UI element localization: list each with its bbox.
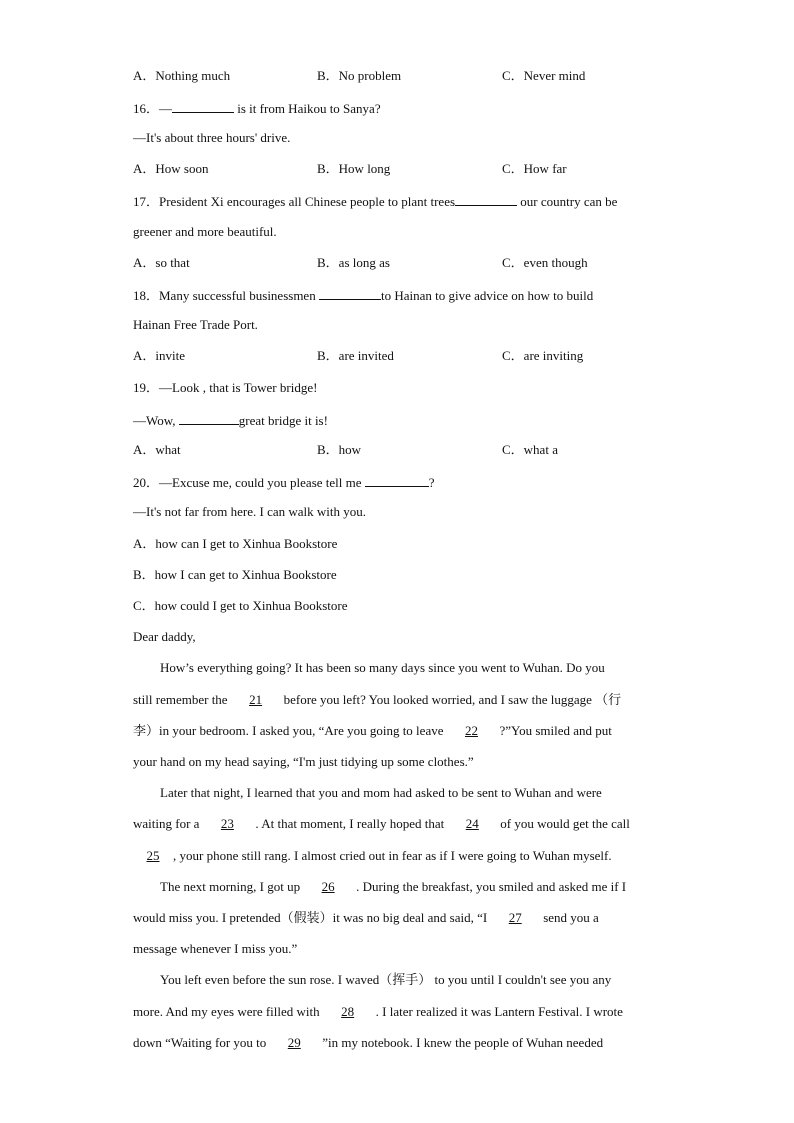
blank-26[interactable]: 26 <box>321 879 335 894</box>
q16-option-a[interactable]: A．How soon <box>133 161 209 176</box>
q18-stem-line2: Hainan Free Trade Port. <box>133 317 258 332</box>
blank-27[interactable]: 27 <box>508 910 522 925</box>
q18-blank[interactable] <box>319 286 381 300</box>
letter-text: still remember the <box>133 692 228 707</box>
q19-blank[interactable] <box>179 411 239 425</box>
blank-29[interactable]: 29 <box>287 1035 301 1050</box>
letter-text: send you a <box>543 910 599 925</box>
letter-p2-line3 <box>133 848 612 864</box>
letter-text: The next morning, I got up <box>160 879 301 894</box>
q18-stem <box>133 286 593 304</box>
letter-p4-line1: You left even before the sun rose. I waved（挥手） to you until I couldn't see you any <box>160 972 612 987</box>
q20-option-c[interactable]: C．how could I get to Xinhua Bookstore <box>133 598 348 613</box>
letter-text: waiting for a <box>133 816 200 831</box>
q17-stem-end: our country can be <box>517 194 618 209</box>
letter-text: . At that moment, I really hoped that <box>255 816 445 831</box>
q19-reply-end: great bridge it is! <box>238 413 328 428</box>
q19-option-b[interactable]: B．how <box>317 442 362 457</box>
letter-text: would miss you. I pretended（假装）it was no big deal and said, “I <box>133 910 488 925</box>
letter-p3-line2 <box>133 910 599 926</box>
q20-option-a[interactable]: A．how can I get to Xinhua Bookstore <box>133 536 338 551</box>
blank-23[interactable]: 23 <box>220 816 234 831</box>
q20-option-b[interactable]: B．how I can get to Xinhua Bookstore <box>133 567 337 582</box>
letter-text: ?”You smiled and put <box>499 723 612 738</box>
letter-p1-line1: How’s everything going? It has been so many days since you went to Wuhan. Do you <box>160 660 605 675</box>
q15-option-b[interactable]: B．No problem <box>317 68 402 83</box>
q16-blank[interactable] <box>172 99 234 113</box>
letter-text: 李）in your bedroom. I asked you, “Are you going to leave <box>133 723 444 738</box>
letter-text: . I later realized it was Lantern Festival. I wrote <box>375 1004 623 1019</box>
q20-reply: —It's not far from here. I can walk with you. <box>133 504 367 519</box>
q18-stem-end: to Hainan to give advice on how to build <box>380 288 594 303</box>
q20-stem <box>133 473 435 491</box>
blank-28[interactable]: 28 <box>341 1004 355 1019</box>
q16-stem-end: is it from Haikou to Sanya? <box>234 101 381 116</box>
letter-p1-line3 <box>133 723 612 739</box>
letter-p2-line1: Later that night, I learned that you and mom had asked to be sent to Wuhan and were <box>160 785 602 800</box>
q17-stem <box>133 192 617 210</box>
letter-p3-line3: message whenever I miss you.” <box>133 941 298 956</box>
letter-salutation: Dear daddy, <box>133 629 196 644</box>
q19-stem: 19．—Look , that is Tower bridge! <box>133 380 318 395</box>
q17-stem-start: 17．President Xi encourages all Chinese people to plant trees <box>133 194 456 209</box>
q19-reply-start: —Wow, <box>133 413 179 428</box>
letter-text: more. And my eyes were filled with <box>133 1004 320 1019</box>
q20-stem-start: 20．—Excuse me, could you please tell me <box>133 475 365 490</box>
letter-text: down “Waiting for you to <box>133 1035 267 1050</box>
q16-stem-start: 16．— <box>133 101 173 116</box>
q19-option-c[interactable]: C．what a <box>502 442 558 457</box>
q17-blank[interactable] <box>455 192 517 206</box>
blank-25[interactable]: 25 <box>146 848 160 863</box>
letter-p1-line2 <box>133 692 621 708</box>
letter-text: ”in my notebook. I knew the people of Wuhan needed <box>322 1035 604 1050</box>
q17-option-a[interactable]: A．so that <box>133 255 190 270</box>
q18-option-a[interactable]: A．invite <box>133 348 185 363</box>
q19-option-a[interactable]: A．what <box>133 442 181 457</box>
letter-p1-line4: your hand on my head saying, “I'm just tidying up some clothes.” <box>133 754 474 769</box>
letter-p2-line2 <box>133 816 630 832</box>
q15-option-c[interactable]: C．Never mind <box>502 68 586 83</box>
letter-p4-line2 <box>133 1004 623 1020</box>
letter-text: of you would get the call <box>500 816 630 831</box>
q17-option-c[interactable]: C．even though <box>502 255 588 270</box>
q20-stem-end: ? <box>428 475 435 490</box>
q16-reply: —It's about three hours' drive. <box>133 130 291 145</box>
q17-option-b[interactable]: B．as long as <box>317 255 390 270</box>
q18-option-c[interactable]: C．are inviting <box>502 348 584 363</box>
letter-p4-line3 <box>133 1035 603 1051</box>
q19-reply <box>133 411 328 429</box>
letter-p3-line1 <box>160 879 626 895</box>
q17-stem-line2: greener and more beautiful. <box>133 224 277 239</box>
blank-24[interactable]: 24 <box>465 816 479 831</box>
q18-stem-start: 18．Many successful businessmen <box>133 288 319 303</box>
q16-option-c[interactable]: C．How far <box>502 161 567 176</box>
letter-text: . During the breakfast, you smiled and asked me if I <box>356 879 627 894</box>
letter-text: before you left? You looked worried, and I saw the luggage （行 <box>283 692 622 707</box>
q16-stem <box>133 99 381 117</box>
letter-text: , your phone still rang. I almost cried out in fear as if I were going to Wuhan myself. <box>173 848 612 863</box>
q18-option-b[interactable]: B．are invited <box>317 348 394 363</box>
q15-option-a[interactable]: A．Nothing much <box>133 68 231 83</box>
blank-21[interactable]: 21 <box>249 692 263 707</box>
q20-blank[interactable] <box>365 473 429 487</box>
q16-option-b[interactable]: B．How long <box>317 161 391 176</box>
blank-22[interactable]: 22 <box>464 723 478 738</box>
